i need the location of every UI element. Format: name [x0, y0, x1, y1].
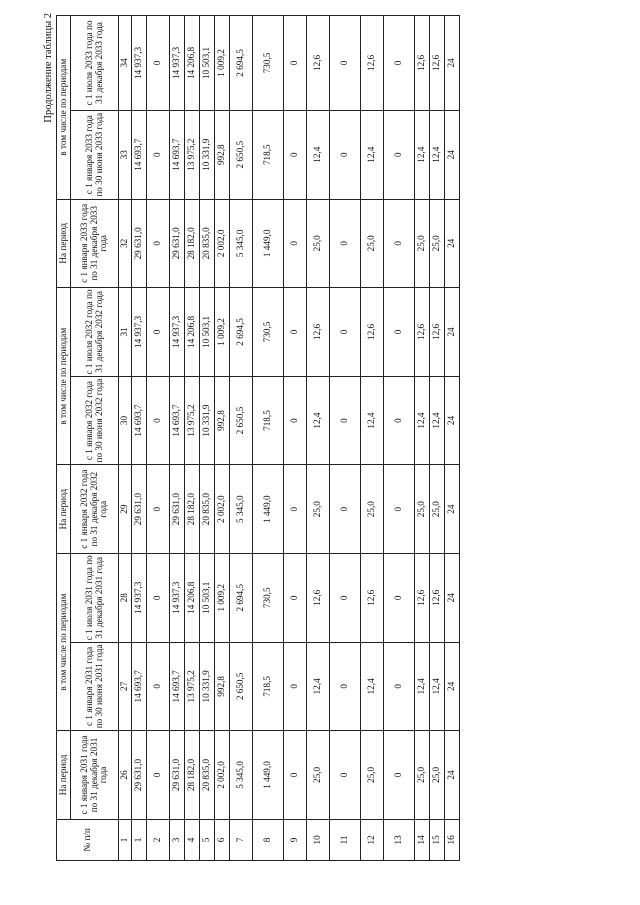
- table-cell: 25,0: [361, 465, 384, 554]
- header-period-2032: На период: [57, 465, 71, 554]
- table-cell: 14 937,3: [170, 288, 185, 377]
- row-number-cell: 15: [430, 819, 445, 860]
- table-cell: 0: [284, 731, 307, 820]
- table-cell: 10 503,1: [200, 16, 215, 111]
- table-row: [284, 16, 307, 861]
- table-cell: 12,4: [307, 110, 330, 199]
- table-cell: 0: [384, 642, 415, 731]
- table-cell: 0: [147, 465, 170, 554]
- table-cell: 730,5: [253, 553, 284, 642]
- header-incl-2033: в том числе по периодам: [57, 16, 71, 200]
- table-cell: 14 693,7: [132, 642, 147, 731]
- table-cell: 14 693,7: [132, 376, 147, 465]
- table-row: [200, 16, 215, 861]
- row-number-cell: 10: [307, 819, 330, 860]
- table-cell: 25,0: [307, 465, 330, 554]
- table-cell: 730,5: [253, 16, 284, 111]
- table-cell: 24: [445, 731, 460, 820]
- table-cell: 2 694,5: [230, 553, 253, 642]
- table-cell: 14 206,8: [185, 553, 200, 642]
- table-cell: 25,0: [415, 465, 430, 554]
- column-number: 28: [119, 553, 132, 642]
- table-cell: 14 206,8: [185, 16, 200, 111]
- header-period-2033: На период: [57, 199, 71, 288]
- table-cell: 0: [330, 376, 361, 465]
- table-row: [132, 16, 147, 861]
- table-cell: 992,8: [215, 376, 230, 465]
- table-cell: 12,4: [415, 642, 430, 731]
- column-number: 27: [119, 642, 132, 731]
- table-cell: 2 650,5: [230, 642, 253, 731]
- table-cell: 12,4: [430, 642, 445, 731]
- table-cell: 2 694,5: [230, 16, 253, 111]
- table-cell: 25,0: [430, 731, 445, 820]
- table-cell: 24: [445, 199, 460, 288]
- table-cell: 24: [445, 16, 460, 111]
- column-number: 30: [119, 376, 132, 465]
- table-cell: 25,0: [361, 731, 384, 820]
- table-cell: 0: [284, 110, 307, 199]
- table-cell: 718,5: [253, 642, 284, 731]
- table-cell: 12,4: [415, 376, 430, 465]
- table-cell: 24: [445, 110, 460, 199]
- table-cell: 20 835,0: [200, 199, 215, 288]
- table-cell: 5 345,0: [230, 731, 253, 820]
- table-cell: 12,6: [361, 288, 384, 377]
- row-number-cell: 5: [200, 819, 215, 860]
- table-cell: 5 345,0: [230, 465, 253, 554]
- table-cell: 29 631,0: [132, 731, 147, 820]
- column-number: 32: [119, 199, 132, 288]
- table-row: [230, 16, 253, 861]
- table-cell: 10 331,9: [200, 110, 215, 199]
- column-number: 26: [119, 731, 132, 820]
- row-number-cell: 11: [330, 819, 361, 860]
- table-row: [307, 16, 330, 861]
- table-cell: 1 449,0: [253, 731, 284, 820]
- header-h1-2033: с 1 января 2033 года по 30 июня 2033 года: [71, 110, 119, 199]
- table-cell: 10 331,9: [200, 376, 215, 465]
- table-cell: 0: [384, 199, 415, 288]
- table-cell: 14 693,7: [132, 110, 147, 199]
- row-number-cell: 9: [284, 819, 307, 860]
- table-cell: 2 694,5: [230, 288, 253, 377]
- table-row: [185, 16, 200, 861]
- table-cell: 25,0: [430, 465, 445, 554]
- table-cell: 12,4: [415, 110, 430, 199]
- column-number: 31: [119, 288, 132, 377]
- row-number-cell: 12: [361, 819, 384, 860]
- table-cell: 1 009,2: [215, 16, 230, 111]
- table-cell: 29 631,0: [132, 465, 147, 554]
- row-number-cell: 3: [170, 819, 185, 860]
- table-cell: 0: [147, 16, 170, 111]
- table-cell: 0: [147, 553, 170, 642]
- table-cell: 14 937,3: [132, 16, 147, 111]
- table-cell: 0: [284, 553, 307, 642]
- table-cell: 0: [384, 465, 415, 554]
- table-row: [361, 16, 384, 861]
- table-cell: 10 503,1: [200, 288, 215, 377]
- table-cell: 0: [330, 642, 361, 731]
- table-cell: 1 009,2: [215, 288, 230, 377]
- table-cell: 0: [284, 376, 307, 465]
- table-cell: 0: [147, 731, 170, 820]
- table-cell: 14 693,7: [170, 110, 185, 199]
- header-full-2033: с 1 января 2033 года по 31 декабря 2033 года: [71, 199, 119, 288]
- table-cell: 14 206,8: [185, 288, 200, 377]
- table-cell: 0: [284, 199, 307, 288]
- row-number-cell: 1: [132, 819, 147, 860]
- table-cell: 24: [445, 288, 460, 377]
- table-cell: 25,0: [415, 731, 430, 820]
- table-cell: 0: [330, 553, 361, 642]
- table-cell: 25,0: [415, 199, 430, 288]
- column-number: 29: [119, 465, 132, 554]
- table-cell: 12,6: [415, 16, 430, 111]
- table-row: [170, 16, 185, 861]
- table-cell: 2 650,5: [230, 110, 253, 199]
- header-num: № п/п: [57, 819, 119, 860]
- table-cell: 12,6: [430, 553, 445, 642]
- table-cell: 29 631,0: [170, 465, 185, 554]
- row-number-cell: 8: [253, 819, 284, 860]
- table-cell: 14 693,7: [170, 642, 185, 731]
- table-row: [430, 16, 445, 861]
- table-cell: 0: [330, 465, 361, 554]
- table-cell: 25,0: [430, 199, 445, 288]
- header-period-2031: На период: [57, 731, 71, 820]
- table-cell: 718,5: [253, 110, 284, 199]
- table-cell: 730,5: [253, 288, 284, 377]
- header-h1-2032: с 1 января 2032 года по 30 июня 2032 года: [71, 376, 119, 465]
- table-cell: 12,6: [415, 288, 430, 377]
- table-cell: 1 009,2: [215, 553, 230, 642]
- table-cell: 12,4: [307, 376, 330, 465]
- table-caption: Продолжение таблицы 2: [43, 13, 54, 123]
- table-cell: 14 937,3: [170, 553, 185, 642]
- table-cell: 12,6: [415, 553, 430, 642]
- column-number: 1: [119, 819, 132, 860]
- table-cell: 20 835,0: [200, 731, 215, 820]
- table-cell: 992,8: [215, 110, 230, 199]
- table-cell: 12,6: [307, 553, 330, 642]
- table-cell: 0: [284, 465, 307, 554]
- table-cell: 14 937,3: [170, 16, 185, 111]
- table-cell: 0: [147, 288, 170, 377]
- table-cell: 29 631,0: [170, 199, 185, 288]
- table-cell: 1 449,0: [253, 465, 284, 554]
- table-cell: 12,4: [361, 376, 384, 465]
- table-row: [330, 16, 361, 861]
- table-cell: 0: [330, 110, 361, 199]
- table-cell: 5 345,0: [230, 199, 253, 288]
- row-number-cell: 13: [384, 819, 415, 860]
- table-cell: 12,6: [361, 16, 384, 111]
- table-row: [445, 16, 460, 861]
- header-h2-2033: с 1 июля 2033 года по 31 декабря 2033 года: [71, 16, 119, 111]
- table-row: [415, 16, 430, 861]
- table-row: [147, 16, 170, 861]
- table-cell: 12,4: [361, 110, 384, 199]
- table-cell: 20 835,0: [200, 465, 215, 554]
- table-cell: 10 331,9: [200, 642, 215, 731]
- table-cell: 28 182,0: [185, 731, 200, 820]
- table-cell: 0: [330, 199, 361, 288]
- table-cell: 0: [384, 376, 415, 465]
- row-number-cell: 4: [185, 819, 200, 860]
- table-cell: 0: [147, 642, 170, 731]
- table-cell: 2 002,0: [215, 731, 230, 820]
- table-cell: 13 975,2: [185, 110, 200, 199]
- table-cell: 12,4: [430, 110, 445, 199]
- header-full-2031: с 1 января 2031 года по 31 декабря 2031 года: [71, 731, 119, 820]
- table-cell: 12,6: [430, 16, 445, 111]
- table-cell: 29 631,0: [132, 199, 147, 288]
- table-cell: 14 693,7: [170, 376, 185, 465]
- table-cell: 0: [384, 110, 415, 199]
- header-incl-2032: в том числе по периодам: [57, 288, 71, 465]
- row-number-cell: 16: [445, 819, 460, 860]
- table-cell: 0: [330, 16, 361, 111]
- table-cell: 0: [330, 731, 361, 820]
- header-h1-2031: с 1 января 2031 года по 30 июня 2031 года: [71, 642, 119, 731]
- header-full-2032: с 1 января 2032 года по 31 декабря 2032 года: [71, 465, 119, 554]
- header-incl-2031: в том числе по периодам: [57, 553, 71, 730]
- data-table: [56, 15, 460, 861]
- header-h2-2032: с 1 июля 2032 года по 31 декабря 2032 года: [71, 288, 119, 377]
- table-cell: 24: [445, 553, 460, 642]
- table-cell: 0: [384, 288, 415, 377]
- table-cell: 25,0: [361, 199, 384, 288]
- row-number-cell: 14: [415, 819, 430, 860]
- header-h2-2031: с 1 июля 2031 года по 31 декабря 2031 года: [71, 553, 119, 642]
- table-cell: 12,6: [307, 16, 330, 111]
- table-cell: 12,6: [307, 288, 330, 377]
- column-number: 34: [119, 16, 132, 111]
- table-cell: 0: [284, 642, 307, 731]
- table-row: [384, 16, 415, 861]
- table-cell: 24: [445, 376, 460, 465]
- table-cell: 13 975,2: [185, 376, 200, 465]
- table-cell: 12,4: [307, 642, 330, 731]
- table-row: [253, 16, 284, 861]
- table-row: [215, 16, 230, 861]
- table-cell: 0: [384, 16, 415, 111]
- row-number-cell: 6: [215, 819, 230, 860]
- table-cell: 25,0: [307, 199, 330, 288]
- table-cell: 0: [384, 553, 415, 642]
- table-cell: 0: [284, 288, 307, 377]
- table-cell: 28 182,0: [185, 465, 200, 554]
- column-number: 33: [119, 110, 132, 199]
- table-cell: 2 650,5: [230, 376, 253, 465]
- table-cell: 28 182,0: [185, 199, 200, 288]
- table-cell: 0: [384, 731, 415, 820]
- table-cell: 12,4: [430, 376, 445, 465]
- table-cell: 29 631,0: [170, 731, 185, 820]
- table-cell: 24: [445, 642, 460, 731]
- table-cell: 1 449,0: [253, 199, 284, 288]
- table-cell: 13 975,2: [185, 642, 200, 731]
- table-cell: 0: [147, 376, 170, 465]
- table-cell: 0: [147, 199, 170, 288]
- column-number-row: [119, 16, 132, 861]
- table-cell: 14 937,3: [132, 288, 147, 377]
- row-number-cell: 2: [147, 819, 170, 860]
- table-cell: 0: [330, 288, 361, 377]
- table-cell: 718,5: [253, 376, 284, 465]
- table-cell: 0: [284, 16, 307, 111]
- table-cell: 12,4: [361, 642, 384, 731]
- table-cell: 2 002,0: [215, 199, 230, 288]
- table-cell: 12,6: [361, 553, 384, 642]
- table-cell: 2 002,0: [215, 465, 230, 554]
- row-number-cell: 7: [230, 819, 253, 860]
- table-cell: 24: [445, 465, 460, 554]
- table-cell: 25,0: [307, 731, 330, 820]
- table-cell: 12,6: [430, 288, 445, 377]
- table-cell: 992,8: [215, 642, 230, 731]
- table-cell: 10 503,1: [200, 553, 215, 642]
- table-cell: 14 937,3: [132, 553, 147, 642]
- table-cell: 0: [147, 110, 170, 199]
